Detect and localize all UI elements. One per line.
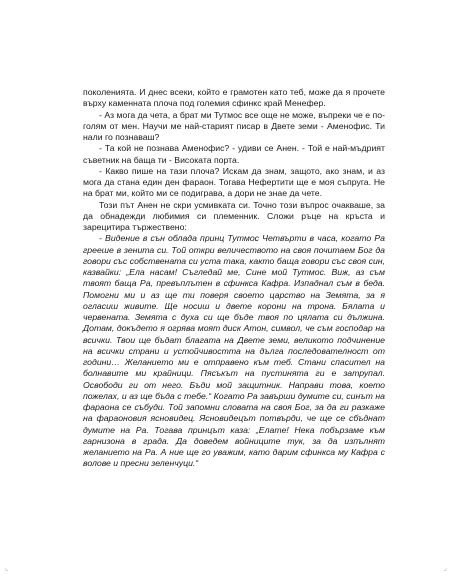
paragraph: поколенията. И днес всеки, който е грамотен като теб, може да я прочете върху каменната плоча под големия сфинкс край Менефер. [83, 87, 385, 109]
quoted-paragraph: - Видение в сън обладa принц Тутмос Четвърти в часа, когато Ра грееше в зенита си. Той откри величеството на своя почитаем Бог да говори със собствената си уста така, както баща говори със своя син, казвайки: „Ела насам! Съгледай ме, Сине мой Тутмос. Виж, аз съм твоят баща Ра, превъплътен в сфинкса Кафра. Изпаднал съм в беда. Помогни ми и аз ще ти поверя своето царство на Земята, за я огласиш живите. Ще носиш и двете корони на трона. Бялата и червената. Земята с духа си ще бъде твоя по цялата си дължина. Дотам, докъдето я огрява моят диск Атон, символ, че съм господар на всички. Твои ще бъдат благата на Двете земи, великото подчинение на всички страни и устойчивостта на дълга последователност от години… Желанието ми е отправено към теб. Стани спасител на болнавите ми крайници. Пясъкът на пустинята ги е затрупал. Освободи ги от него. Бъди мой защитник. Направи това, което пожелах, и аз ще бъда с тебе.“ Когато Ра завърши думите си, синът на фараона се събуди. Той запомни словата на своя Бог, за да ги разкаже на фараоновия ясновидец. Ясновидецът потвърди, че ще се сбъднат думите на Ра. Тогава принцът каза: „Елате! Нека побързаме към гарнизона в града. Да доведем войниците тук, за да изпълнят желанието на Ра. А ние ще го уважим, като дарим сфинкса му Кафра с волове и пресни зеленчуци.“ [83, 233, 385, 469]
paragraph: - Какво пише на тази плоча? Искам да знам, защото, ако знам, и аз мога да стана един ден фараон. Тогава Нефертити ще е моя съпруга. Не на брат ми, който ми се подиграва, а дори не знае да чете. [83, 165, 385, 199]
crop-mark-left: ⌞ [5, 563, 9, 572]
paragraph: - Та кой не познава Аменофис? - удиви се Анен. - Той е най-мъдрият съветник на баща ти - Високата порта. [83, 143, 385, 165]
paragraph: Този път Анен не скри усмивката си. Точно този въпрос очакваше, за да обнадежди любимия си племенник. Сложи ръце на кръста и зарецитира тържествено: [83, 199, 385, 232]
crop-mark-right: ⌟ [443, 563, 447, 572]
body-text [83, 87, 385, 470]
paragraph: - Аз мога да чета, а брат ми Тутмос все още не може, въпреки че е по-голям от мен. Научи ме най-старият писар в Двете земи - Аменофис. Ти нали го познаваш? [83, 109, 385, 142]
